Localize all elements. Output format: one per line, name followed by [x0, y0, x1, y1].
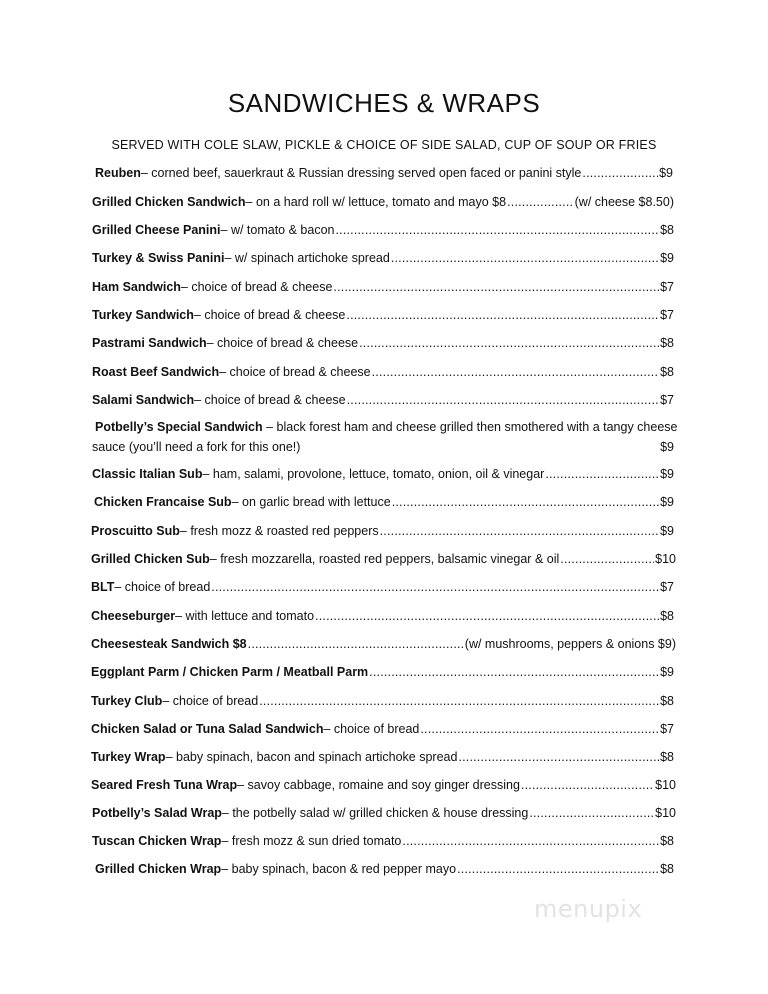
- item-name: Reuben: [95, 166, 141, 180]
- item-price: $9: [660, 495, 674, 509]
- item-description: – choice of bread: [114, 580, 211, 594]
- dot-leader: [529, 805, 654, 821]
- item-price: $8: [660, 834, 674, 848]
- item-name: Salami Sandwich: [92, 393, 195, 407]
- menu-item: [92, 417, 678, 457]
- item-description: – choice of bread: [162, 694, 259, 708]
- item-name: Ham Sandwich: [92, 280, 181, 294]
- dot-leader: [372, 364, 659, 380]
- item-description: – with lettuce and tomato: [175, 609, 315, 623]
- menu-item: [92, 392, 674, 408]
- item-description: – baby spinach, bacon and spinach artichoke spread: [165, 750, 458, 764]
- item-price: $8: [660, 336, 674, 350]
- menu-item: [91, 523, 674, 539]
- item-name: Grilled Chicken Wrap: [95, 862, 222, 876]
- item-description: – w/ tomato & bacon: [220, 223, 335, 237]
- item-name: Eggplant Parm / Chicken Parm / Meatball Parm: [91, 665, 369, 679]
- dot-leader: [521, 777, 654, 793]
- item-description: – fresh mozz & roasted red peppers: [179, 524, 379, 538]
- item-price: $8: [660, 694, 674, 708]
- item-price: $7: [660, 393, 674, 407]
- dot-leader: [560, 551, 654, 567]
- item-description: – choice of bread & cheese: [194, 393, 346, 407]
- item-name: Seared Fresh Tuna Wrap: [91, 778, 238, 792]
- menu-item: [91, 551, 676, 567]
- item-name: Potbelly’s Special Sandwich: [95, 420, 263, 434]
- item-price: $7: [660, 280, 674, 294]
- item-name: Grilled Chicken Sandwich: [92, 195, 246, 209]
- menu-item: [95, 861, 674, 877]
- dot-leader: [259, 693, 659, 709]
- dot-leader: [582, 165, 658, 181]
- item-description: – black forest ham and cheese grilled then smothered with a tangy cheese: [262, 420, 678, 434]
- menu-item: [91, 693, 674, 709]
- item-price: $8: [660, 365, 674, 379]
- item-description: – choice of bread & cheese: [219, 365, 371, 379]
- dot-leader: [346, 307, 659, 323]
- item-price: $10: [655, 806, 676, 820]
- item-price: $10: [655, 552, 676, 566]
- dot-leader: [315, 608, 659, 624]
- item-price: $9: [660, 251, 674, 265]
- menu-item: [91, 664, 674, 680]
- item-description: – choice of bread & cheese: [193, 308, 346, 322]
- dot-leader: [359, 335, 659, 351]
- dot-leader: [380, 523, 659, 539]
- menu-item: [92, 466, 674, 482]
- item-name: Turkey Club: [91, 694, 163, 708]
- item-description: – the potbelly salad w/ grilled chicken & house dressing: [221, 806, 529, 820]
- item-price: $9: [660, 440, 674, 454]
- menu-item: [92, 194, 674, 210]
- menu-item: [91, 636, 676, 652]
- item-price: $7: [660, 580, 674, 594]
- item-price: (w/ cheese $8.50): [574, 195, 674, 209]
- item-name: Pastrami Sandwich: [92, 336, 207, 350]
- item-price: $9: [660, 524, 674, 538]
- item-description: – choice of bread & cheese: [180, 280, 333, 294]
- dot-leader: [347, 392, 659, 408]
- item-name: Classic Italian Sub: [92, 467, 203, 481]
- dot-leader: [248, 636, 464, 652]
- menu-item: [92, 222, 674, 238]
- item-price: $7: [660, 308, 674, 322]
- item-description: – fresh mozzarella, roasted red peppers, balsamic vinegar & oil: [209, 552, 560, 566]
- item-price: $8: [660, 862, 674, 876]
- dot-leader: [507, 194, 574, 210]
- item-description: – w/ spinach artichoke spread: [224, 251, 390, 265]
- item-name: Proscuitto Sub: [91, 524, 180, 538]
- dot-leader: [391, 250, 659, 266]
- item-description: – fresh mozz & sun dried tomato: [221, 834, 402, 848]
- item-name: BLT: [91, 580, 115, 594]
- menu-item: [95, 165, 673, 181]
- menu-item: [92, 805, 676, 821]
- menu-item: [92, 307, 674, 323]
- dot-leader: [333, 279, 659, 295]
- item-price: $8: [660, 750, 674, 764]
- item-name: Chicken Salad or Tuna Salad Sandwich: [91, 722, 324, 736]
- menu-item: [92, 335, 674, 351]
- dot-leader: [458, 749, 659, 765]
- menu-item: [92, 364, 674, 380]
- menu-item: [92, 833, 674, 849]
- item-description: – choice of bread: [323, 722, 420, 736]
- item-price: (w/ mushrooms, peppers & onions $9): [464, 637, 676, 651]
- item-price: $7: [660, 722, 674, 736]
- item-name: Potbelly’s Salad Wrap: [92, 806, 222, 820]
- item-description: – corned beef, sauerkraut & Russian dressing served open faced or panini style: [140, 166, 582, 180]
- item-price: $8: [660, 223, 674, 237]
- item-price: $8: [660, 609, 674, 623]
- item-price: $9: [659, 166, 673, 180]
- watermark-logo: menupix: [534, 895, 643, 923]
- menu-subtitle: SERVED WITH COLE SLAW, PICKLE & CHOICE OF SIDE SALAD, CUP OF SOUP OR FRIES: [111, 138, 657, 152]
- item-name: Roast Beef Sandwich: [92, 365, 220, 379]
- menu-item: [92, 279, 674, 295]
- menu-item: [91, 579, 674, 595]
- dot-leader: [335, 222, 659, 238]
- item-name: Tuscan Chicken Wrap: [92, 834, 222, 848]
- page-title: SANDWICHES & WRAPS: [227, 88, 541, 118]
- item-description: – on a hard roll w/ lettuce, tomato and mayo $8: [245, 195, 507, 209]
- item-description: – choice of bread & cheese: [206, 336, 359, 350]
- item-description-continued: sauce (you’ll need a fork for this one!): [92, 440, 301, 454]
- item-name: Turkey Wrap: [91, 750, 166, 764]
- item-price: $9: [660, 467, 674, 481]
- dot-leader: [457, 861, 659, 877]
- dot-leader: [402, 833, 659, 849]
- dot-leader: [420, 721, 659, 737]
- menu-item: [94, 494, 674, 510]
- item-name: Turkey Sandwich: [92, 308, 194, 322]
- menu-item: [91, 749, 674, 765]
- item-name: Cheesesteak Sandwich $8: [91, 637, 247, 651]
- dot-leader: [392, 494, 659, 510]
- item-description: – ham, salami, provolone, lettuce, tomato, onion, oil & vinegar: [202, 467, 545, 481]
- menu-item: [91, 608, 674, 624]
- item-name: Grilled Cheese Panini: [92, 223, 221, 237]
- item-description: – baby spinach, bacon & red pepper mayo: [221, 862, 457, 876]
- item-price: $10: [655, 778, 676, 792]
- dot-leader: [211, 579, 659, 595]
- item-description: – savoy cabbage, romaine and soy ginger dressing: [237, 778, 520, 792]
- menu-item: [91, 777, 676, 793]
- dot-leader: [545, 466, 659, 482]
- item-name: Grilled Chicken Sub: [91, 552, 210, 566]
- item-name: Turkey & Swiss Panini: [92, 251, 225, 265]
- menu-item: [91, 721, 674, 737]
- item-name: Chicken Francaise Sub: [94, 495, 232, 509]
- item-name: Cheeseburger: [91, 609, 176, 623]
- menu-item: [92, 250, 674, 266]
- dot-leader: [369, 664, 659, 680]
- item-description: – on garlic bread with lettuce: [231, 495, 391, 509]
- item-price: $9: [660, 665, 674, 679]
